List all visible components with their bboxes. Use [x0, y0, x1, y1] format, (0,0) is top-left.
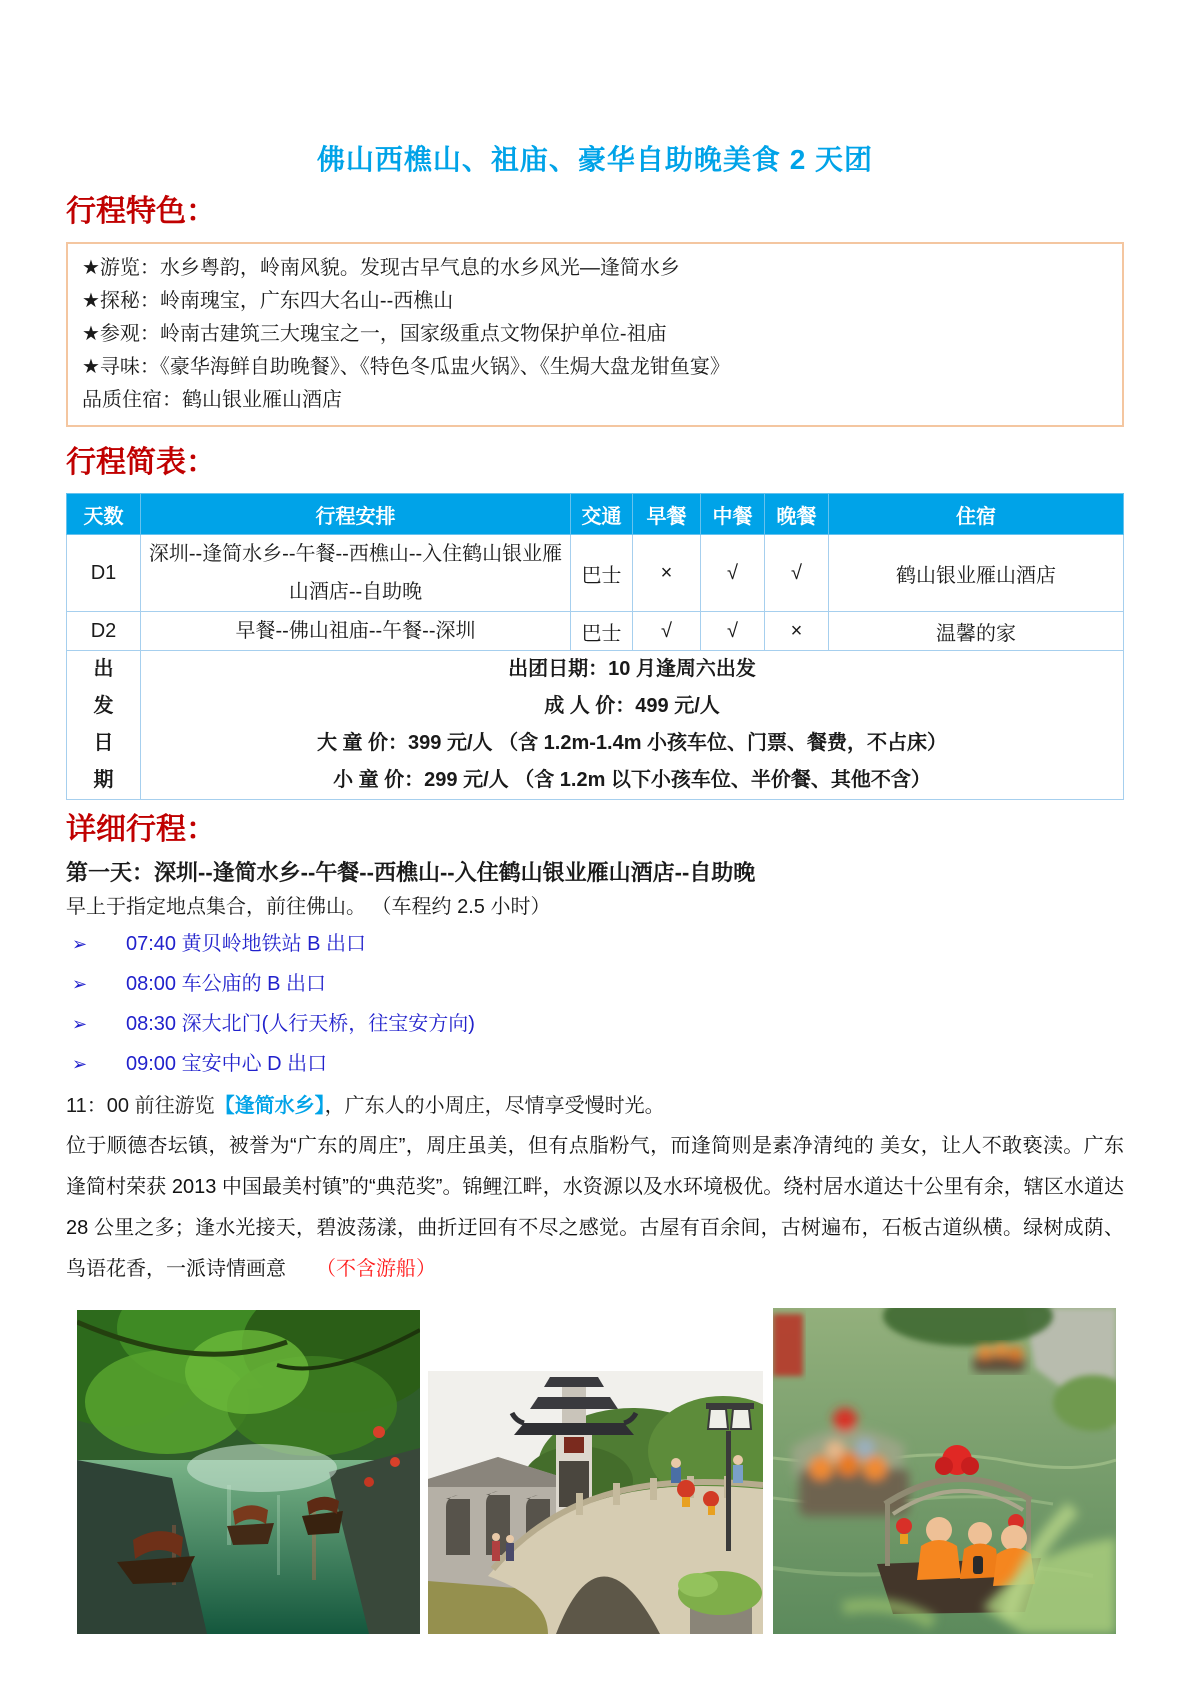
- cell-day: D2: [67, 612, 141, 651]
- visit-prefix: 11：00 前往游览: [66, 1095, 215, 1117]
- col-header-dinner: 晚餐: [765, 494, 829, 535]
- description-text: 位于顺德杏坛镇，被誉为“广东的周庄”，周庄虽美，但有点脂粉气，而逢简则是素净清纯的 美女，让人不敢亵渎。广东逢简村荣获 2013 中国最美村镇”的“典范奖”。锦鲤江畔，水资源以及水环境极优。绕村居水道达十公里有余，辖区水道达 28 公里之多；逢水光接天，碧波荡漾，曲折迂回有不尽之感觉。古屋有百余间，古树遍布，石板古道纵横。绿树成荫、鸟语花香，一派诗情画意: [66, 1135, 1124, 1280]
- cell-dinner: ×: [765, 612, 829, 651]
- canal-photo: [77, 1310, 420, 1634]
- cell-stay: 温馨的家: [829, 612, 1124, 651]
- pickup-item: [66, 1004, 1124, 1044]
- day1-title: 第一天：深圳--逢简水乡--午餐--西樵山--入住鹤山银业雁山酒店--自助晚: [66, 860, 756, 885]
- description-paragraph: [66, 1126, 1124, 1290]
- bridge-photo: [428, 1371, 763, 1634]
- departure-date-line: 出团日期：10 月逢周六出发: [508, 658, 756, 680]
- pickup-item: [66, 964, 1124, 1004]
- visit-line: [66, 1092, 1124, 1120]
- visit-highlight: 【逢简水乡】: [214, 1095, 325, 1117]
- small-child-price-line: 小 童 价：299 元/人 （含 1.2m 以下小孩车位、半价餐、其他不含）: [333, 769, 931, 791]
- pickup-text: 08:00 车公庙的 B 出口: [126, 973, 327, 995]
- features-heading: 行程特色：: [66, 195, 216, 228]
- col-header-stay: 住宿: [829, 494, 1124, 535]
- feature-item: ★参观：岭南古建筑三大瑰宝之一，国家级重点文物保护单位-祖庙: [82, 323, 667, 345]
- departure-info-cell: [141, 651, 1124, 800]
- arrow-bullet-icon: ➢: [72, 1054, 88, 1074]
- cell-itinerary: 早餐--佛山祖庙--午餐--深圳: [141, 612, 571, 651]
- day1-intro: 早上于指定地点集合，前往佛山。 （车程约 2.5 小时）: [66, 896, 551, 918]
- departure-label-char: 出: [93, 658, 114, 680]
- cell-stay: 鹤山银业雁山酒店: [829, 535, 1124, 612]
- col-header-itinerary: 行程安排: [141, 494, 571, 535]
- pickup-text: 07:40 黄贝岭地铁站 B 出口: [126, 933, 367, 955]
- col-header-transport: 交通: [571, 494, 633, 535]
- detail-heading: 详细行程：: [66, 813, 216, 846]
- arrow-bullet-icon: ➢: [72, 934, 88, 954]
- table-row-departure: [67, 651, 1124, 800]
- cell-itinerary: 深圳--逢简水乡--午餐--西樵山--入住鹤山银业雁山酒店--自助晚: [141, 535, 571, 612]
- pickup-list: [66, 924, 1124, 1084]
- feature-item: ★游览：水乡粤韵，岭南风貌。发现古早气息的水乡风光—逢简水乡: [82, 257, 680, 279]
- boat-tourists-photo: [773, 1308, 1116, 1634]
- schedule-table: [66, 493, 1124, 800]
- canal-photo-graphic: [77, 1310, 420, 1634]
- arrow-bullet-icon: ➢: [72, 974, 88, 994]
- bridge-photo-graphic: [428, 1371, 763, 1634]
- col-header-breakfast: 早餐: [633, 494, 701, 535]
- cell-dinner: √: [765, 535, 829, 612]
- cell-transport: 巴士: [571, 612, 633, 651]
- feature-item: 品质住宿：鹤山银业雁山酒店: [82, 389, 342, 411]
- cell-transport: 巴士: [571, 535, 633, 612]
- col-header-day: 天数: [67, 494, 141, 535]
- departure-label-char: 发: [93, 695, 114, 717]
- departure-label-char: 期: [93, 769, 114, 791]
- no-boat-note: （不含游船）: [316, 1258, 436, 1280]
- arrow-bullet-icon: ➢: [72, 1014, 88, 1034]
- cell-breakfast: ×: [633, 535, 701, 612]
- feature-item: ★寻味：《豪华海鲜自助晚餐》、《特色冬瓜盅火锅》、《生焗大盘龙钳鱼宴》: [82, 356, 730, 378]
- page-title: 佛山西樵山、祖庙、豪华自助晚美食 2 天团: [316, 144, 874, 175]
- pickup-text: 08:30 深大北门(人行天桥，往宝安方向): [126, 1013, 475, 1035]
- adult-price-line: 成 人 价：499 元/人: [544, 695, 720, 717]
- feature-item: ★探秘：岭南瑰宝，广东四大名山--西樵山: [82, 290, 454, 312]
- features-box: [66, 242, 1124, 427]
- cell-lunch: √: [701, 535, 765, 612]
- photo-row: [66, 1308, 1124, 1634]
- pickup-text: 09:00 宝安中心 D 出口: [126, 1053, 328, 1075]
- pickup-item: [66, 1044, 1124, 1084]
- schedule-header-row: [67, 494, 1124, 535]
- departure-label-cell: [67, 651, 141, 800]
- cell-breakfast: √: [633, 612, 701, 651]
- cell-day: D1: [67, 535, 141, 612]
- departure-label-char: 日: [93, 732, 114, 754]
- col-header-lunch: 中餐: [701, 494, 765, 535]
- pickup-item: [66, 924, 1124, 964]
- boat-tourists-photo-graphic: [773, 1308, 1116, 1634]
- big-child-price-line: 大 童 价：399 元/人 （含 1.2m-1.4m 小孩车位、门票、餐费，不占床）: [316, 732, 948, 754]
- visit-suffix: ，广东人的小周庄，尽情享受慢时光。: [324, 1095, 665, 1117]
- schedule-heading: 行程简表：: [66, 446, 216, 479]
- table-row-d2: [67, 612, 1124, 651]
- cell-lunch: √: [701, 612, 765, 651]
- table-row-d1: [67, 535, 1124, 612]
